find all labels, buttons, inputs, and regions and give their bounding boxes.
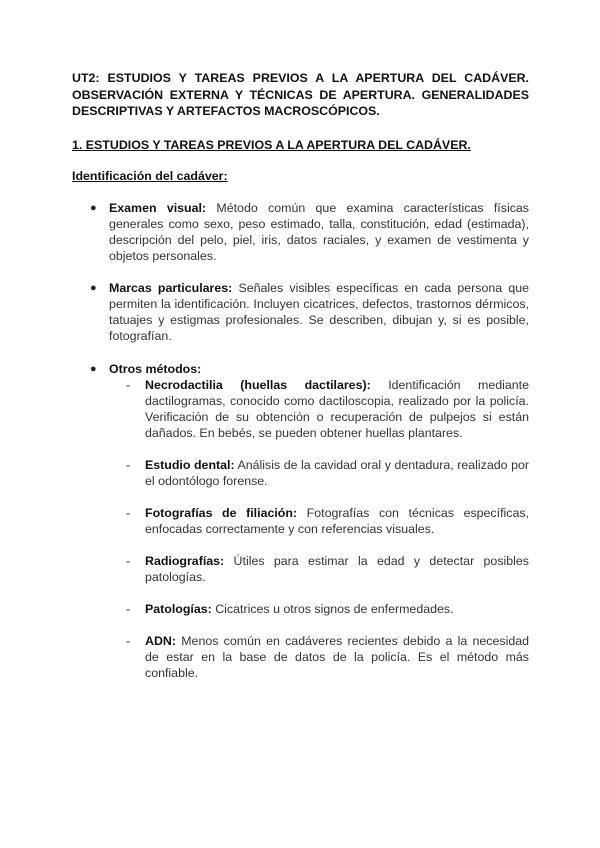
subitem-term: Necrodactilia (huellas dactilares): <box>145 377 371 392</box>
subitem-term: Fotografías de filiación: <box>145 505 298 520</box>
dash-icon: - <box>126 505 131 520</box>
list-item-examen-visual <box>72 200 529 264</box>
subitem-patologias <box>72 601 529 617</box>
subitem-description: Análisis de la cavidad oral y dentadura, realizado por el odontólogo forense. <box>145 457 529 488</box>
subitem-description: Útiles para estimar la edad y detectar posibles patologías. <box>145 553 529 584</box>
document-page <box>72 70 529 681</box>
item-term: Examen visual: <box>109 200 207 215</box>
subitem-term: ADN: <box>145 633 176 648</box>
identification-subheading: Identificación del cadáver: <box>72 168 228 183</box>
dash-icon: - <box>126 377 131 392</box>
otros-metodos-sublist <box>109 377 529 681</box>
subitem-adn <box>72 633 529 681</box>
subitem-description: Fotografías con técnicas específicas, enfocadas correctamente y con referencias visuales. <box>145 505 529 536</box>
subitem-description: Identificación mediante dactilogramas, conocido como dactiloscopia, realizado por la policía. Verificación de su obtención o recuperación de pulpejos si están dañados. En bebés, se pueden obtener huellas plantares. <box>145 377 529 440</box>
document-title: UT2: ESTUDIOS Y TAREAS PREVIOS A LA APERTURA DEL CADÁVER. OBSERVACIÓN EXTERNA Y TÉCNICAS DE APERTURA. GENERALIDADES DESCRIPTIVAS Y ARTEFACTOS MACROSCÓPICOS. <box>72 71 529 118</box>
item-description: Señales visibles específicas en cada persona que permiten la identificación. Incluyen cicatrices, defectos, trastornos dérmicos, tatuajes y estigmas profesionales. Se describen, dibujan y, si es posible, fotografían. <box>109 280 529 343</box>
item-term: Marcas particulares: <box>109 280 233 295</box>
subitem-necrodactilia <box>72 377 529 441</box>
bullet-icon: ● <box>90 201 97 214</box>
subitem-term: Estudio dental: <box>145 457 235 472</box>
list-item-otros-metodos <box>72 361 529 681</box>
dash-icon: - <box>126 553 131 568</box>
subitem-radiografias <box>72 553 529 585</box>
identification-list <box>72 200 529 681</box>
dash-icon: - <box>126 633 131 648</box>
item-term: Otros métodos: <box>109 361 202 376</box>
subitem-description: Menos común en cadáveres recientes debido a la necesidad de estar en la base de datos de la policía. Es el método más confiable. <box>145 633 529 680</box>
bullet-icon: ● <box>90 281 97 294</box>
section-heading: 1. ESTUDIOS Y TAREAS PREVIOS A LA APERTURA DEL CADÁVER. <box>72 137 471 152</box>
subitem-estudio-dental <box>72 457 529 489</box>
bullet-icon: ● <box>90 362 97 375</box>
subitem-term: Radiografías: <box>145 553 225 568</box>
dash-icon: - <box>126 457 131 472</box>
list-item-marcas-particulares <box>72 280 529 344</box>
subitem-description: Cicatrices u otros signos de enfermedades. <box>215 601 454 616</box>
dash-icon: - <box>126 601 131 616</box>
item-description: Método común que examina características físicas generales como sexo, peso estimado, talla, constitución, edad (estimada), descripción del pelo, piel, iris, datos raciales, y examen de vestimenta y objetos personales. <box>109 200 529 263</box>
subitem-term: Patologías: <box>145 601 212 616</box>
subitem-fotografias <box>72 505 529 537</box>
